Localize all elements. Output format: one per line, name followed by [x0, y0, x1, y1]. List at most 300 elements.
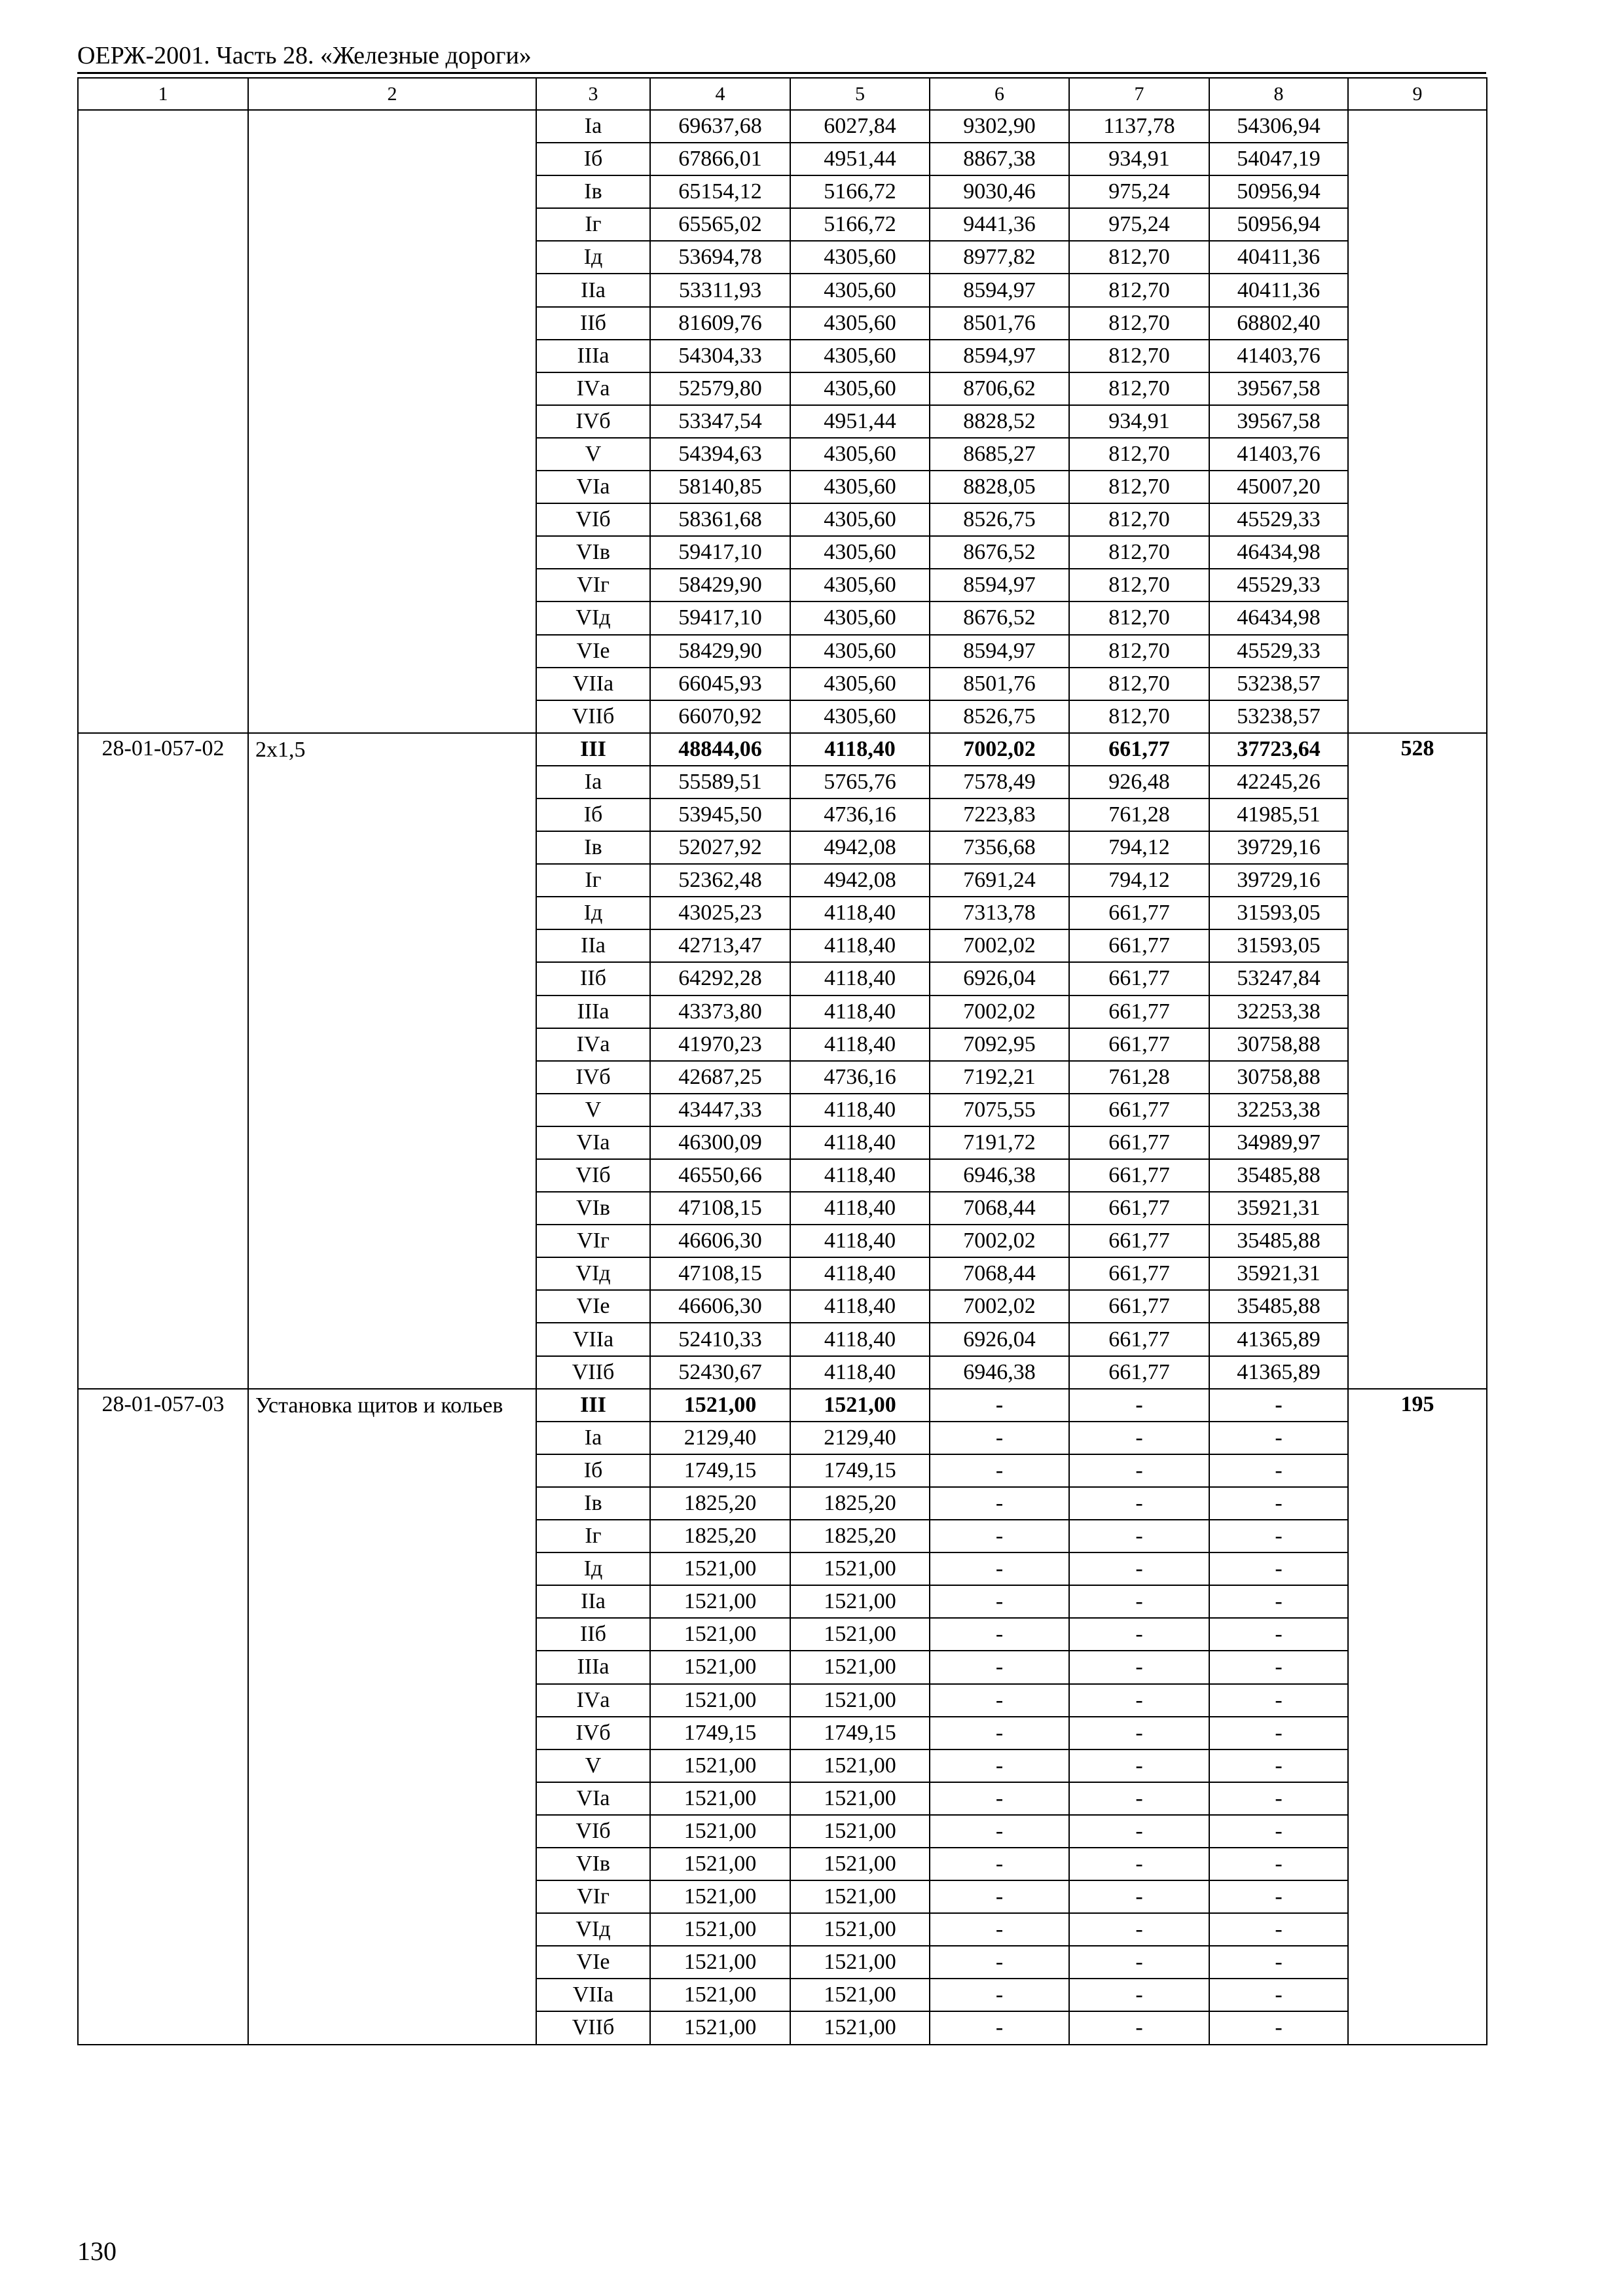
code-cell: 28-01-057-03 — [78, 1389, 248, 2045]
total-cost-cell: 43025,23 — [650, 897, 790, 929]
machinist-wages-cell: 794,12 — [1069, 864, 1209, 897]
zone-cell: VIе — [536, 635, 650, 668]
total-cost-cell: 1521,00 — [650, 1684, 790, 1717]
machines-cell: 7002,02 — [930, 1290, 1069, 1323]
column-number: 8 — [1209, 78, 1348, 110]
wages-cell: 4118,40 — [790, 1192, 930, 1225]
materials-cell: 30758,88 — [1209, 1061, 1348, 1094]
total-cost-cell: 69637,68 — [650, 110, 790, 143]
total-cost-cell: 1749,15 — [650, 1717, 790, 1749]
zone-cell: IIIа — [536, 340, 650, 372]
machinist-wages-cell: 661,77 — [1069, 1290, 1209, 1323]
wages-cell: 4118,40 — [790, 929, 930, 962]
total-cost-cell: 41970,23 — [650, 1028, 790, 1061]
machinist-wages-cell: 812,70 — [1069, 241, 1209, 274]
total-cost-cell: 52027,92 — [650, 831, 790, 864]
materials-cell: 39567,58 — [1209, 372, 1348, 405]
zone-cell: VIе — [536, 1290, 650, 1323]
machines-cell: 6926,04 — [930, 1323, 1069, 1355]
total-cost-cell: 53347,54 — [650, 405, 790, 438]
machines-cell: 7691,24 — [930, 864, 1069, 897]
zone-cell: Iв — [536, 175, 650, 208]
zone-cell: Iв — [536, 1487, 650, 1520]
machinist-wages-cell: - — [1069, 1651, 1209, 1683]
machines-cell: - — [930, 2011, 1069, 2044]
column-number: 1 — [78, 78, 248, 110]
total-cost-cell: 54304,33 — [650, 340, 790, 372]
machinist-wages-cell: 661,77 — [1069, 1257, 1209, 1290]
zone-cell: IVа — [536, 372, 650, 405]
zone-cell: VIд — [536, 601, 650, 634]
machinist-wages-cell: 975,24 — [1069, 208, 1209, 241]
machines-cell: 7223,83 — [930, 798, 1069, 831]
total-cost-cell: 1825,20 — [650, 1487, 790, 1520]
machines-cell: - — [930, 1848, 1069, 1880]
materials-cell: 32253,38 — [1209, 996, 1348, 1028]
machines-cell: - — [930, 1749, 1069, 1782]
machinist-wages-cell: 661,77 — [1069, 996, 1209, 1028]
machines-cell: - — [930, 1815, 1069, 1848]
machinist-wages-cell: 661,77 — [1069, 1323, 1209, 1355]
materials-cell: - — [1209, 1487, 1348, 1520]
materials-cell: 45529,33 — [1209, 569, 1348, 601]
zone-cell: Iв — [536, 831, 650, 864]
machinist-wages-cell: 794,12 — [1069, 831, 1209, 864]
total-cost-cell: 1521,00 — [650, 1618, 790, 1651]
wages-cell: 2129,40 — [790, 1422, 930, 1454]
wages-cell: 5166,72 — [790, 175, 930, 208]
machines-cell: - — [930, 1618, 1069, 1651]
zone-cell: VIб — [536, 503, 650, 536]
zone-cell: VIг — [536, 1880, 650, 1913]
machines-cell: 7356,68 — [930, 831, 1069, 864]
materials-cell: - — [1209, 1717, 1348, 1749]
machines-cell: 8594,97 — [930, 274, 1069, 306]
materials-cell: 35485,88 — [1209, 1159, 1348, 1192]
wages-cell: 5166,72 — [790, 208, 930, 241]
page-number: 130 — [77, 2236, 117, 2266]
machines-cell: - — [930, 1454, 1069, 1487]
machinist-wages-cell: - — [1069, 1552, 1209, 1585]
total-cost-cell: 53694,78 — [650, 241, 790, 274]
zone-cell: Iа — [536, 766, 650, 798]
total-cost-cell: 1521,00 — [650, 1552, 790, 1585]
wages-cell: 4305,60 — [790, 471, 930, 503]
column-number: 7 — [1069, 78, 1209, 110]
zone-cell: VIIа — [536, 1323, 650, 1355]
wages-cell: 1521,00 — [790, 1389, 930, 1422]
total-cost-cell: 59417,10 — [650, 536, 790, 569]
machines-cell: - — [930, 1946, 1069, 1979]
wages-cell: 1521,00 — [790, 1585, 930, 1618]
wages-cell: 4736,16 — [790, 1061, 930, 1094]
zone-cell: Iг — [536, 1520, 650, 1552]
wages-cell: 4305,60 — [790, 700, 930, 733]
machines-cell: 7002,02 — [930, 996, 1069, 1028]
wages-cell: 4305,60 — [790, 241, 930, 274]
machinist-wages-cell: 812,70 — [1069, 635, 1209, 668]
total-cost-cell: 67866,01 — [650, 143, 790, 175]
materials-cell: - — [1209, 1651, 1348, 1683]
materials-cell: - — [1209, 1946, 1348, 1979]
labor-cost-cell — [1348, 110, 1487, 733]
zone-cell: V — [536, 438, 650, 471]
machines-cell: 9302,90 — [930, 110, 1069, 143]
total-cost-cell: 58361,68 — [650, 503, 790, 536]
machinist-wages-cell: 812,70 — [1069, 307, 1209, 340]
wages-cell: 4305,60 — [790, 569, 930, 601]
zone-cell: VIа — [536, 1126, 650, 1159]
zone-cell: Iд — [536, 1552, 650, 1585]
zone-cell: Iб — [536, 1454, 650, 1487]
zone-cell: VIд — [536, 1913, 650, 1946]
wages-cell: 4305,60 — [790, 601, 930, 634]
machines-cell: 8828,05 — [930, 471, 1069, 503]
zone-cell: IVа — [536, 1028, 650, 1061]
materials-cell: 37723,64 — [1209, 733, 1348, 766]
zone-cell: Iа — [536, 110, 650, 143]
materials-cell: - — [1209, 1880, 1348, 1913]
labor-cost-cell: 528 — [1348, 733, 1487, 1389]
wages-cell: 4305,60 — [790, 668, 930, 700]
machinist-wages-cell: 975,24 — [1069, 175, 1209, 208]
materials-cell: - — [1209, 1684, 1348, 1717]
materials-cell: 45007,20 — [1209, 471, 1348, 503]
machines-cell: 8706,62 — [930, 372, 1069, 405]
total-cost-cell: 1521,00 — [650, 1946, 790, 1979]
column-number: 6 — [930, 78, 1069, 110]
total-cost-cell: 59417,10 — [650, 601, 790, 634]
wages-cell: 1521,00 — [790, 1782, 930, 1815]
total-cost-cell: 58429,90 — [650, 569, 790, 601]
materials-cell: 50956,94 — [1209, 208, 1348, 241]
zone-cell: VIб — [536, 1159, 650, 1192]
zone-cell: VIв — [536, 1192, 650, 1225]
materials-cell: 39567,58 — [1209, 405, 1348, 438]
materials-cell: 35485,88 — [1209, 1225, 1348, 1257]
total-cost-cell: 1521,00 — [650, 1585, 790, 1618]
machinist-wages-cell: 812,70 — [1069, 372, 1209, 405]
machinist-wages-cell: - — [1069, 1913, 1209, 1946]
machines-cell: 8676,52 — [930, 536, 1069, 569]
materials-cell: 42245,26 — [1209, 766, 1348, 798]
zone-cell: VIа — [536, 471, 650, 503]
machines-cell: 6926,04 — [930, 962, 1069, 995]
machines-cell: 8594,97 — [930, 340, 1069, 372]
zone-cell: IIа — [536, 929, 650, 962]
materials-cell: 41985,51 — [1209, 798, 1348, 831]
materials-cell: - — [1209, 1389, 1348, 1422]
materials-cell: 54306,94 — [1209, 110, 1348, 143]
machines-cell: 8977,82 — [930, 241, 1069, 274]
wages-cell: 4305,60 — [790, 438, 930, 471]
machines-cell: 7068,44 — [930, 1192, 1069, 1225]
wages-cell: 1521,00 — [790, 1684, 930, 1717]
wages-cell: 4942,08 — [790, 831, 930, 864]
machines-cell: - — [930, 1520, 1069, 1552]
wages-cell: 1749,15 — [790, 1454, 930, 1487]
wages-cell: 4951,44 — [790, 405, 930, 438]
machinist-wages-cell: 934,91 — [1069, 143, 1209, 175]
zone-cell: Iд — [536, 897, 650, 929]
wages-cell: 1521,00 — [790, 1946, 930, 1979]
total-cost-cell: 1521,00 — [650, 1749, 790, 1782]
wages-cell: 4305,60 — [790, 307, 930, 340]
total-cost-cell: 1521,00 — [650, 1913, 790, 1946]
machinist-wages-cell: 1137,78 — [1069, 110, 1209, 143]
wages-cell: 4118,40 — [790, 1159, 930, 1192]
wages-cell: 1825,20 — [790, 1487, 930, 1520]
machinist-wages-cell: 812,70 — [1069, 700, 1209, 733]
zone-cell: VIе — [536, 1946, 650, 1979]
machinist-wages-cell: 661,77 — [1069, 929, 1209, 962]
total-cost-cell: 2129,40 — [650, 1422, 790, 1454]
machines-cell: 8526,75 — [930, 503, 1069, 536]
machinist-wages-cell: - — [1069, 1946, 1209, 1979]
column-number: 9 — [1348, 78, 1487, 110]
machines-cell: 8501,76 — [930, 668, 1069, 700]
wages-cell: 4118,40 — [790, 1225, 930, 1257]
total-cost-cell: 64292,28 — [650, 962, 790, 995]
materials-cell: 46434,98 — [1209, 601, 1348, 634]
wages-cell: 4118,40 — [790, 1094, 930, 1126]
machines-cell: 9030,46 — [930, 175, 1069, 208]
machines-cell: 7191,72 — [930, 1126, 1069, 1159]
machines-cell: 8501,76 — [930, 307, 1069, 340]
total-cost-cell: 46550,66 — [650, 1159, 790, 1192]
total-cost-cell: 55589,51 — [650, 766, 790, 798]
machines-cell: - — [930, 1782, 1069, 1815]
machinist-wages-cell: 661,77 — [1069, 1126, 1209, 1159]
total-cost-cell: 65154,12 — [650, 175, 790, 208]
total-cost-cell: 42713,47 — [650, 929, 790, 962]
total-cost-cell: 52579,80 — [650, 372, 790, 405]
materials-cell: 31593,05 — [1209, 929, 1348, 962]
total-cost-cell: 66070,92 — [650, 700, 790, 733]
machinist-wages-cell: 926,48 — [1069, 766, 1209, 798]
total-cost-cell: 1521,00 — [650, 1651, 790, 1683]
zone-cell: Iг — [536, 208, 650, 241]
materials-cell: - — [1209, 1848, 1348, 1880]
wages-cell: 6027,84 — [790, 110, 930, 143]
zone-cell: IIб — [536, 307, 650, 340]
zone-cell: III — [536, 733, 650, 766]
zone-cell: Iд — [536, 241, 650, 274]
machines-cell: - — [930, 1585, 1069, 1618]
machines-cell: - — [930, 1979, 1069, 2011]
zone-cell: Iб — [536, 798, 650, 831]
machinist-wages-cell: 661,77 — [1069, 1225, 1209, 1257]
zone-cell: VIг — [536, 1225, 650, 1257]
name-cell — [248, 110, 536, 733]
wages-cell: 1521,00 — [790, 1651, 930, 1683]
machinist-wages-cell: - — [1069, 1585, 1209, 1618]
machines-cell: - — [930, 1422, 1069, 1454]
wages-cell: 1521,00 — [790, 2011, 930, 2044]
materials-cell: 30758,88 — [1209, 1028, 1348, 1061]
machines-cell: 7313,78 — [930, 897, 1069, 929]
machines-cell: 7068,44 — [930, 1257, 1069, 1290]
materials-cell: - — [1209, 1454, 1348, 1487]
wages-cell: 4951,44 — [790, 143, 930, 175]
machinist-wages-cell: 812,70 — [1069, 569, 1209, 601]
machines-cell: 8526,75 — [930, 700, 1069, 733]
materials-cell: - — [1209, 1979, 1348, 2011]
machines-cell: 8685,27 — [930, 438, 1069, 471]
wages-cell: 5765,76 — [790, 766, 930, 798]
total-cost-cell: 1521,00 — [650, 2011, 790, 2044]
total-cost-cell: 52430,67 — [650, 1356, 790, 1389]
materials-cell: 35921,31 — [1209, 1257, 1348, 1290]
total-cost-cell: 46300,09 — [650, 1126, 790, 1159]
machines-cell: 9441,36 — [930, 208, 1069, 241]
machines-cell: - — [930, 1684, 1069, 1717]
machines-cell: - — [930, 1880, 1069, 1913]
wages-cell: 1521,00 — [790, 1815, 930, 1848]
column-number: 2 — [248, 78, 536, 110]
materials-cell: 45529,33 — [1209, 635, 1348, 668]
machinist-wages-cell: - — [1069, 1487, 1209, 1520]
materials-cell: 40411,36 — [1209, 274, 1348, 306]
total-cost-cell: 65565,02 — [650, 208, 790, 241]
machinist-wages-cell: - — [1069, 1717, 1209, 1749]
wages-cell: 4305,60 — [790, 274, 930, 306]
wages-cell: 4118,40 — [790, 1356, 930, 1389]
wages-cell: 1521,00 — [790, 1618, 930, 1651]
wages-cell: 4118,40 — [790, 1323, 930, 1355]
total-cost-cell: 47108,15 — [650, 1257, 790, 1290]
materials-cell: 53238,57 — [1209, 700, 1348, 733]
labor-cost-cell: 195 — [1348, 1389, 1487, 2045]
wages-cell: 4118,40 — [790, 996, 930, 1028]
machinist-wages-cell: 812,70 — [1069, 274, 1209, 306]
zone-cell: IIа — [536, 1585, 650, 1618]
wages-cell: 1521,00 — [790, 1552, 930, 1585]
wages-cell: 4118,40 — [790, 1028, 930, 1061]
column-number-row — [78, 78, 1487, 110]
total-cost-cell: 46606,30 — [650, 1225, 790, 1257]
zone-cell: VIг — [536, 569, 650, 601]
zone-cell: V — [536, 1094, 650, 1126]
machinist-wages-cell: 812,70 — [1069, 668, 1209, 700]
zone-cell: V — [536, 1749, 650, 1782]
materials-cell: - — [1209, 1815, 1348, 1848]
machinist-wages-cell: 661,77 — [1069, 1028, 1209, 1061]
zone-cell: IIIа — [536, 1651, 650, 1683]
name-cell: 2х1,5 — [248, 733, 536, 1389]
materials-cell: - — [1209, 1913, 1348, 1946]
wages-cell: 1521,00 — [790, 1848, 930, 1880]
machinist-wages-cell: 812,70 — [1069, 601, 1209, 634]
machinist-wages-cell: 661,77 — [1069, 733, 1209, 766]
materials-cell: - — [1209, 1552, 1348, 1585]
total-cost-cell: 48844,06 — [650, 733, 790, 766]
total-cost-cell: 58140,85 — [650, 471, 790, 503]
zone-cell: VIIб — [536, 2011, 650, 2044]
wages-cell: 1521,00 — [790, 1979, 930, 2011]
machinist-wages-cell: 761,28 — [1069, 798, 1209, 831]
total-cost-cell: 1521,00 — [650, 1979, 790, 2011]
machines-cell: 7075,55 — [930, 1094, 1069, 1126]
zone-cell: IIб — [536, 962, 650, 995]
table-row — [78, 110, 1487, 143]
wages-cell: 1521,00 — [790, 1749, 930, 1782]
wages-cell: 4305,60 — [790, 340, 930, 372]
machines-cell: 7192,21 — [930, 1061, 1069, 1094]
total-cost-cell: 1521,00 — [650, 1389, 790, 1422]
total-cost-cell: 66045,93 — [650, 668, 790, 700]
machinist-wages-cell: - — [1069, 1815, 1209, 1848]
machinist-wages-cell: 661,77 — [1069, 962, 1209, 995]
zone-cell: IIб — [536, 1618, 650, 1651]
machinist-wages-cell: - — [1069, 1848, 1209, 1880]
wages-cell: 4118,40 — [790, 733, 930, 766]
zone-cell: VIв — [536, 536, 650, 569]
total-cost-cell: 52362,48 — [650, 864, 790, 897]
machines-cell: 8676,52 — [930, 601, 1069, 634]
wages-cell: 1825,20 — [790, 1520, 930, 1552]
machinist-wages-cell: 661,77 — [1069, 1192, 1209, 1225]
wages-cell: 4942,08 — [790, 864, 930, 897]
total-cost-cell: 52410,33 — [650, 1323, 790, 1355]
zone-cell: IIа — [536, 274, 650, 306]
zone-cell: III — [536, 1389, 650, 1422]
total-cost-cell: 42687,25 — [650, 1061, 790, 1094]
materials-cell: - — [1209, 2011, 1348, 2044]
total-cost-cell: 1521,00 — [650, 1815, 790, 1848]
zone-cell: VIIб — [536, 1356, 650, 1389]
materials-cell: 41403,76 — [1209, 340, 1348, 372]
machinist-wages-cell: - — [1069, 1389, 1209, 1422]
total-cost-cell: 1825,20 — [650, 1520, 790, 1552]
zone-cell: VIIа — [536, 1979, 650, 2011]
materials-cell: 39729,16 — [1209, 831, 1348, 864]
wages-cell: 4305,60 — [790, 503, 930, 536]
materials-cell: 41365,89 — [1209, 1323, 1348, 1355]
materials-cell: 39729,16 — [1209, 864, 1348, 897]
total-cost-cell: 1521,00 — [650, 1848, 790, 1880]
machinist-wages-cell: 661,77 — [1069, 1356, 1209, 1389]
total-cost-cell: 47108,15 — [650, 1192, 790, 1225]
machinist-wages-cell: 812,70 — [1069, 536, 1209, 569]
zone-cell: IIIа — [536, 996, 650, 1028]
zone-cell: VIIб — [536, 700, 650, 733]
machinist-wages-cell: 812,70 — [1069, 471, 1209, 503]
materials-cell: 41365,89 — [1209, 1356, 1348, 1389]
machinist-wages-cell: - — [1069, 1618, 1209, 1651]
code-cell — [78, 110, 248, 733]
wages-cell: 1521,00 — [790, 1913, 930, 1946]
zone-cell: IVб — [536, 405, 650, 438]
machines-cell: 8828,52 — [930, 405, 1069, 438]
machines-cell: 8594,97 — [930, 635, 1069, 668]
machinist-wages-cell: 934,91 — [1069, 405, 1209, 438]
materials-cell: 54047,19 — [1209, 143, 1348, 175]
wages-cell: 4118,40 — [790, 962, 930, 995]
price-table — [77, 77, 1487, 2045]
machinist-wages-cell: - — [1069, 1880, 1209, 1913]
header-rule — [77, 72, 1486, 74]
zone-cell: IVб — [536, 1061, 650, 1094]
materials-cell: 41403,76 — [1209, 438, 1348, 471]
machinist-wages-cell: 761,28 — [1069, 1061, 1209, 1094]
machines-cell: - — [930, 1389, 1069, 1422]
wages-cell: 4118,40 — [790, 1257, 930, 1290]
materials-cell: 53238,57 — [1209, 668, 1348, 700]
materials-cell: 35921,31 — [1209, 1192, 1348, 1225]
machines-cell: 6946,38 — [930, 1159, 1069, 1192]
wages-cell: 4118,40 — [790, 1126, 930, 1159]
